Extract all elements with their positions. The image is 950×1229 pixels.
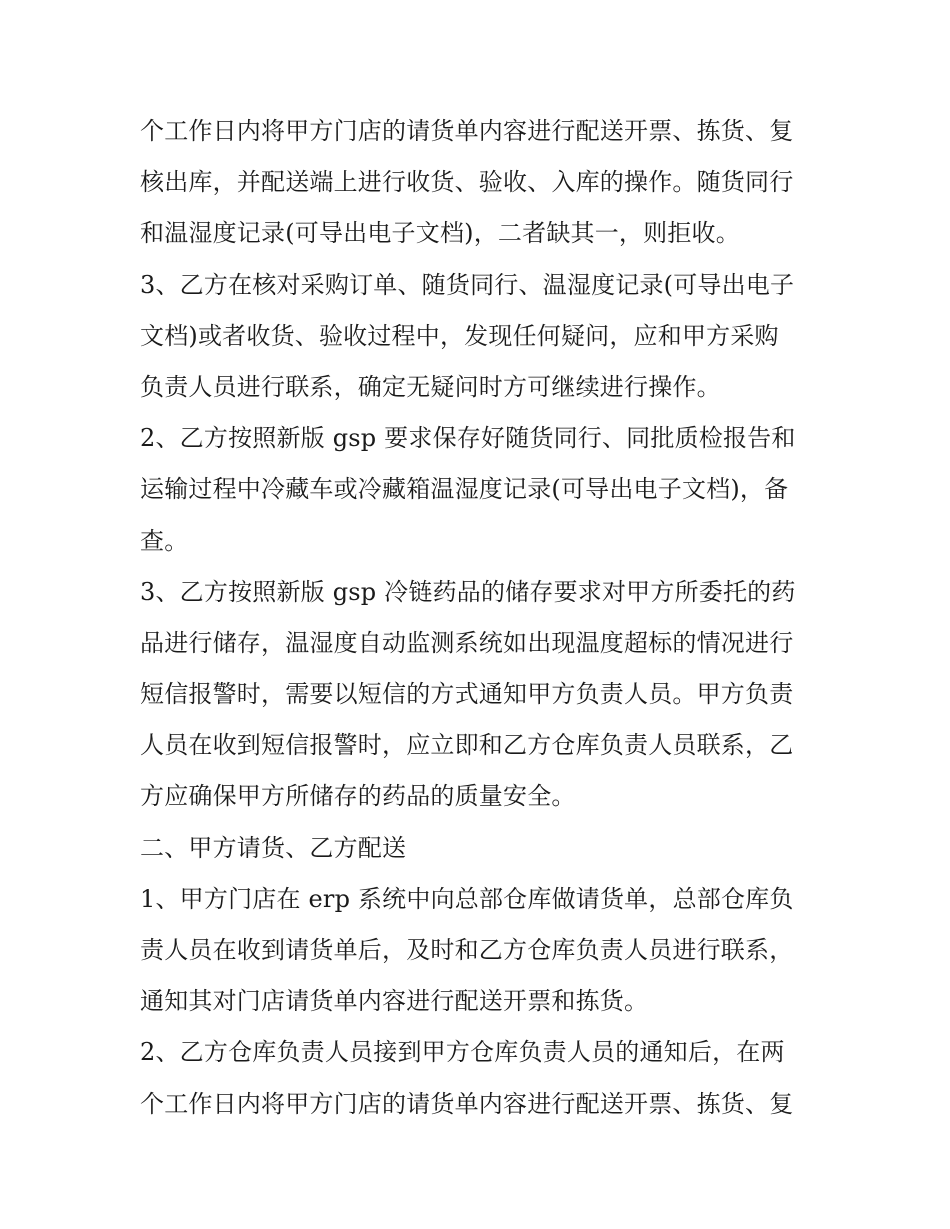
text-line: 文档)或者收货、验收过程中，发现任何疑问，应和甲方采购 bbox=[140, 321, 779, 350]
document-body bbox=[140, 106, 812, 1130]
text-line: 核出库，并配送端上进行收货、验收、入库的操作。随货同行 bbox=[140, 168, 794, 197]
text-line: 查。 bbox=[140, 526, 189, 555]
text-line: 3、乙方在核对采购订单、随货同行、温湿度记录(可导出电子 bbox=[140, 270, 795, 299]
text-line: 2、乙方仓库负责人员接到甲方仓库负责人员的通知后，在两 bbox=[140, 1038, 785, 1067]
text-line: 和温湿度记录(可导出电子文档)，二者缺其一，则拒收。 bbox=[140, 219, 740, 248]
text-line: 3、乙方按照新版 gsp 冷链药品的储存要求对甲方所委托的药 bbox=[140, 577, 796, 606]
section-heading: 二、甲方请货、乙方配送 bbox=[140, 833, 407, 862]
text-line: 运输过程中冷藏车或冷藏箱温湿度记录(可导出电子文档)，备 bbox=[140, 475, 789, 504]
text-line: 责人员在收到请货单后，及时和乙方仓库负责人员进行联系， bbox=[140, 936, 794, 964]
text-line: 人员在收到短信报警时，应立即和乙方仓库负责人员联系，乙 bbox=[140, 731, 794, 760]
text-line: 个工作日内将甲方门店的请货单内容进行配送开票、拣货、复 bbox=[140, 1089, 794, 1118]
text-line: 短信报警时，需要以短信的方式通知甲方负责人员。甲方负责 bbox=[140, 680, 794, 709]
text-line: 2、乙方按照新版 gsp 要求保存好随货同行、同批质检报告和 bbox=[140, 424, 796, 453]
text-line: 品进行储存，温湿度自动监测系统如出现温度超标的情况进行 bbox=[140, 628, 794, 657]
text-line: 1、甲方门店在 erp 系统中向总部仓库做请货单，总部仓库负 bbox=[140, 884, 794, 913]
text-line: 个工作日内将甲方门店的请货单内容进行配送开票、拣货、复 bbox=[140, 117, 794, 145]
text-line: 通知其对门店请货单内容进行配送开票和拣货。 bbox=[140, 987, 649, 1016]
text-line: 负责人员进行联系，确定无疑问时方可继续进行操作。 bbox=[140, 372, 721, 401]
text-line: 方应确保甲方所储存的药品的质量安全。 bbox=[140, 782, 576, 811]
